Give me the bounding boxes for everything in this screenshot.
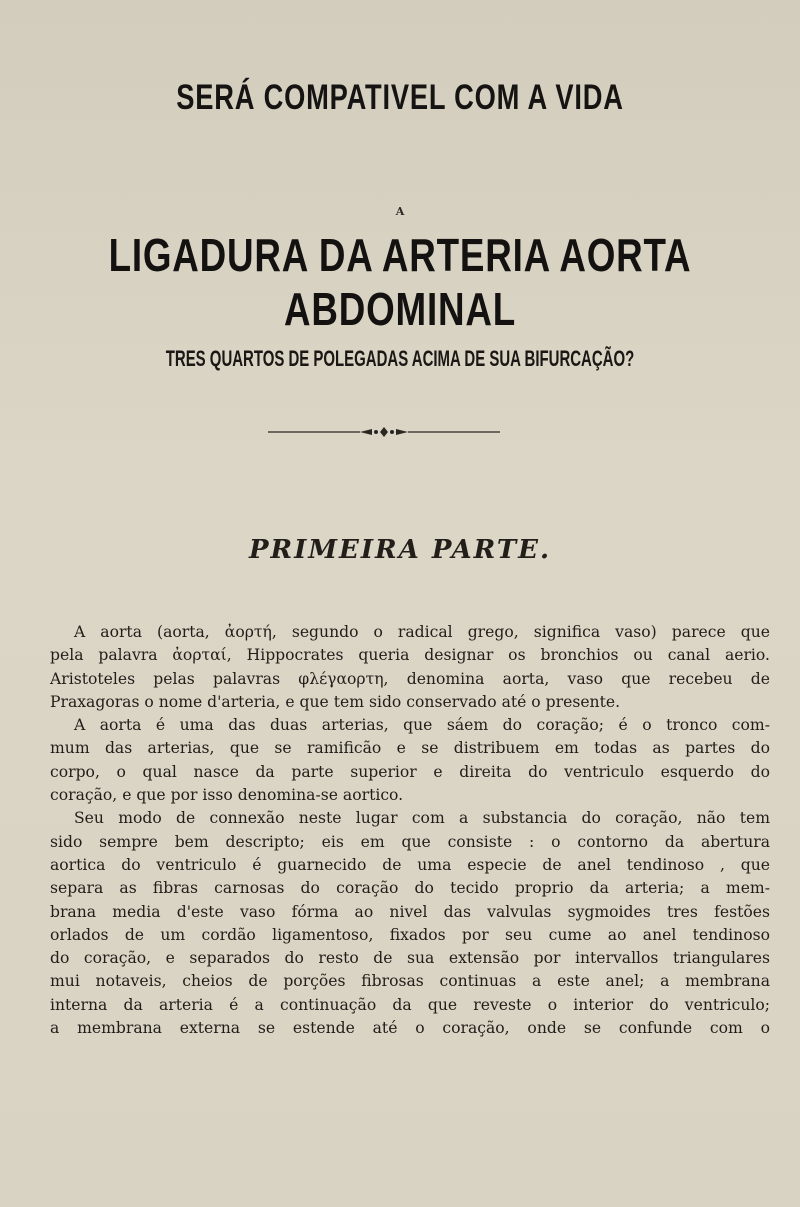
text-line: corpo, o qual nasce da parte superior e direita do ventriculo esquerdo do [50,762,770,781]
text-line: brana media d'este vaso fórma ao nivel das valvulas sygmoides tres festões [50,902,770,921]
text-line: do coração, e separados do resto de sua extensão por intervallos triangulares [50,949,770,968]
text-line: a membrana externa se estende até o coração, onde se confunde com o [50,1019,770,1038]
text-line: Seu modo de connexão neste lugar com a substancia do coração, não tem [74,809,770,828]
title-line-1: SERÁ COMPATIVEL COM A VIDA [176,78,624,117]
text-line: aortica do ventriculo é guarnecido de uma especie de anel tendinoso , que [50,855,770,874]
title-main: LIGADURA DA ARTERIA AORTA ABDOMINAL [108,229,692,335]
text-line: Praxagoras o nome d'arteria, e que tem sido conservado até o presente. [50,692,621,711]
section-heading: PRIMEIRA PARTE. [248,535,552,565]
text-line: orlados de um cordão ligamentoso, fixados por seu cume ao anel tendinoso [50,925,770,944]
text-line: A aorta é uma das duas arterias, que sáem do coração; é o tronco com- [74,716,770,735]
text-line: mui notaveis, cheios de porções fibrosas continuas a este anel; a membrana [50,972,770,991]
ornamental-rule-icon [268,426,500,438]
text-line: Aristoteles pelas palavras φλέγαορτη, denomina aorta, vaso que recebeu de [50,669,770,688]
text-line: pela palavra ἀορταί, Hippocrates queria designar os bronchios ou canal aerio. [50,646,770,665]
text-line: sido sempre bem descripto; eis em que consiste : o contorno da abertura [50,832,770,851]
title-connector: A [395,205,405,218]
text-line: separa as fibras carnosas do coração do tecido proprio da arteria; a mem- [50,879,770,898]
body-text [50,621,770,1040]
text-line: interna da arteria é a continuação da que reveste o interior do ventriculo; [50,995,770,1014]
title-subtitle: TRES QUARTOS DE POLEGADAS ACIMA DE SUA BIFURCAÇÃO? [165,346,635,371]
text-line: coração, e que por isso denomina-se aortico. [50,786,404,805]
text-line: mum das arterias, que se ramificão e se distribuem em todas as partes do [50,739,770,758]
text-line: A aorta (aorta, ἀορτή, segundo o radical grego, significa vaso) parece que [74,623,770,641]
